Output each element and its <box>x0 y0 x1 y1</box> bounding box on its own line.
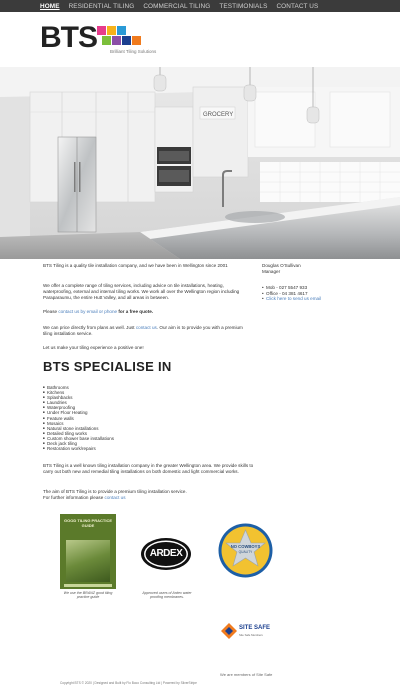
contact-sidebar <box>262 263 352 302</box>
contact-role: Manager <box>262 268 281 274</box>
list-item: ■ Kitchens <box>43 390 114 395</box>
nav-residential-tiling[interactable]: RESIDENTIAL TILING <box>68 2 135 10</box>
contact-name: Douglas O'Sullivan <box>262 263 301 268</box>
top-navigation <box>0 0 400 12</box>
contact-mobile: • Mob - 027 5547 933 <box>262 285 352 291</box>
site-safe-tagline: Site Safe Members <box>239 633 263 637</box>
quote-text: Please <box>43 309 59 314</box>
send-email-link[interactable]: Click here to send us email <box>266 296 322 302</box>
no-cowboys-subtext: QUALITY <box>238 550 253 554</box>
contact-list <box>262 285 352 302</box>
branz-caption: We use the BRANZ good tiling practice guide <box>63 591 113 600</box>
ardex-logo[interactable] <box>140 537 192 571</box>
copyright-text: Copyright BTS © 2020 | Designed and Built by Flo Boco Consulting Ltd | Powered by SilverStripe <box>60 681 197 685</box>
nav-list <box>0 0 400 12</box>
site-safe-wordmark: SITE SAFE <box>239 625 271 631</box>
bts-logo[interactable] <box>40 21 160 59</box>
quote-paragraph <box>43 309 253 315</box>
positive-paragraph: Let us make your tiling experience a positive one! <box>43 345 144 350</box>
copyright-footer <box>0 681 400 687</box>
list-item: ■ Feature walls <box>43 416 114 421</box>
logo-wordmark: BTS <box>40 21 97 54</box>
list-item: ■ Bathrooms <box>43 385 114 390</box>
list-item: ■ Detailed tiling works <box>43 431 114 436</box>
ardex-caption: Approved users of Ardex water proofing membranes. <box>142 591 192 600</box>
book-title: GOOD TILING PRACTICE GUIDE <box>64 518 112 528</box>
further-info-text: For further information please <box>43 495 105 500</box>
no-cowboys-badge[interactable] <box>218 523 273 578</box>
book-stripe <box>64 584 112 587</box>
logo-tiles-icon <box>97 26 141 48</box>
site-header <box>0 12 400 67</box>
list-item: ■ Mosaics <box>43 421 114 426</box>
no-cowboys-text: NO COWBOYS <box>230 544 261 549</box>
list-item: ■ Custom shower base installations <box>43 436 114 441</box>
hero-kitchen-image <box>0 67 400 259</box>
site-safe-caption: We are members of Site Safe <box>220 672 273 677</box>
about-paragraph: BTS Tiling is a well known tiling installation company in the greater Wellington area. We provide skills to carry out both new and remedial tiling installations on both domestic and light commercial works. <box>43 463 254 474</box>
aim-paragraph: The aim of BTS Tiling is to provide a premium tiling installation service. <box>43 489 187 494</box>
plans-text-end: . Our aim is to provide you with a premium tiling installation service. <box>43 325 243 336</box>
nav-home[interactable]: HOME <box>40 2 60 10</box>
intro-paragraph-1: BTS Tiling is a quality tile installation company, and we have been in Wellington since 2001 <box>43 263 228 268</box>
main-content <box>0 259 400 687</box>
branz-guide-image[interactable] <box>60 514 116 589</box>
list-item: ■ Splashbacks <box>43 395 114 400</box>
contact-email-phone-link[interactable]: contact us by email or phone <box>58 309 118 314</box>
list-item: ■ Deck jack tiling <box>43 441 114 446</box>
services-list <box>43 385 114 451</box>
kitchen-photo <box>0 67 400 259</box>
list-item: ■ Restoration work/repairs <box>43 446 114 451</box>
contact-us-link[interactable]: contact us <box>135 325 157 330</box>
grocery-sign: GROCERY <box>203 112 234 118</box>
nav-commercial-tiling[interactable]: COMMERCIAL TILING <box>143 2 211 10</box>
book-cover-photo <box>66 540 110 582</box>
plans-text: We can price directly from plans as well. Just <box>43 325 136 330</box>
intro-paragraph-2: We offer a complete range of tiling services, including advice on tile installations, heating, waterproofing, external and internal tiling works. We work all over the Wellington region including Paraparaumu, the entire Hutt Valley, and all areas in between. <box>43 283 240 300</box>
list-item: ■ Laundries <box>43 400 114 405</box>
contact-office: • Office - 04 381 4617 <box>262 291 352 297</box>
nav-testimonials[interactable]: TESTIMONIALS <box>219 2 268 10</box>
list-item: ■ Waterproofing <box>43 405 114 410</box>
further-contact-link[interactable]: contact us <box>104 495 126 500</box>
ardex-wordmark: ARDEX <box>149 548 183 559</box>
site-safe-icon <box>221 623 237 639</box>
specialise-heading: BTS SPECIALISE IN <box>43 359 172 374</box>
site-safe-logo[interactable] <box>221 621 275 641</box>
list-item: ■ Under Floor Heating <box>43 410 114 415</box>
list-item: ■ Natural stone installations <box>43 426 114 431</box>
logo-tagline: Brilliant Tiling Solutions <box>110 49 157 54</box>
further-info-paragraph <box>43 495 258 501</box>
nav-contact-us[interactable]: CONTACT US <box>276 2 319 10</box>
contact-email-item <box>262 296 352 302</box>
plans-paragraph <box>43 325 243 337</box>
quote-text-end: for a free quote. <box>117 309 154 314</box>
